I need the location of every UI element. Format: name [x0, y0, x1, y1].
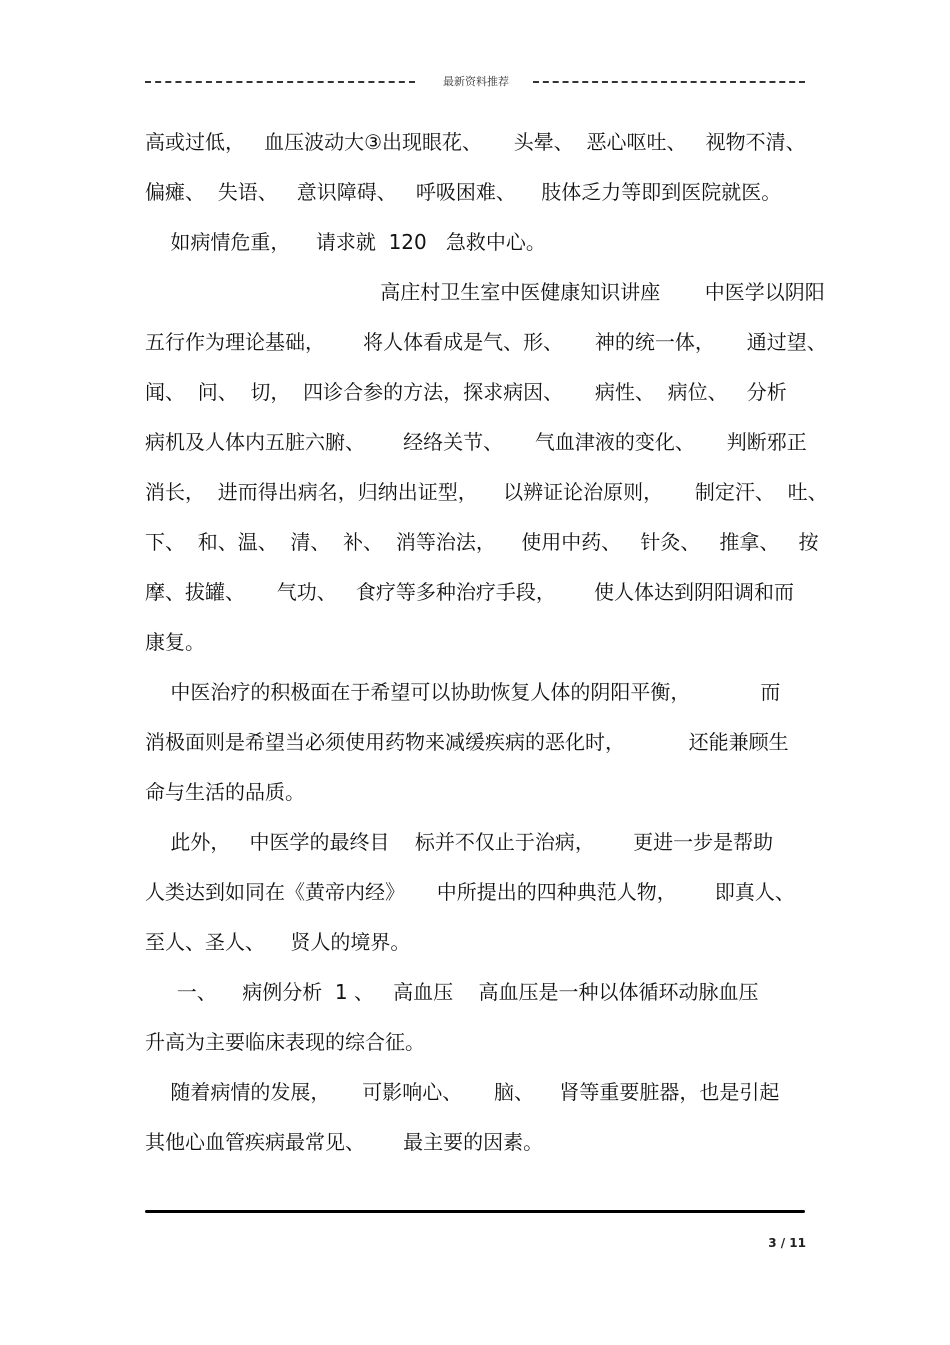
header-title: 最新资料推荐 [443, 75, 509, 88]
text-line: 一、 病例分析 1 、 高血压 高血压是一种以体循环动脉血压 [145, 980, 759, 1004]
header-dashed-rule-right [533, 81, 805, 83]
text-line: 其他心血管疾病最常见、 最主要的因素。 [145, 1130, 544, 1154]
text-line: 升高为主要临床表现的综合征。 [145, 1030, 425, 1054]
text-line: 偏瘫、 失语、 意识障碍、 呼吸困难、 肢体乏力等即到医院就医。 [145, 180, 782, 204]
text-line: 随着病情的发展， 可影响心、 脑、 肾等重要脏器，也是引起 [145, 1080, 780, 1104]
text-line: 高庄村卫生室中医健康知识讲座 中医学以阴阳 [145, 280, 825, 304]
text-line: 消长， 进而得出病名，归纳出证型， 以辨证论治原则， 制定汗、 吐、 [145, 480, 828, 504]
text-line: 命与生活的品质。 [145, 780, 305, 804]
document-body [145, 117, 828, 1167]
text-line: 康复。 [145, 630, 205, 654]
footer-rule [145, 1210, 805, 1213]
text-line: 五行作为理论基础， 将人体看成是气、形、 神的统一体， 通过望、 [145, 330, 827, 354]
text-line: 病机及人体内五脏六腑、 经络关节、 气血津液的变化、 判断邪正 [145, 430, 807, 454]
text-line: 人类达到如同在《黄帝内经》 中所提出的四种典范人物， 即真人、 [145, 880, 795, 904]
text-line: 如病情危重， 请求就 120 急救中心。 [145, 230, 546, 254]
text-line: 闻、 问、 切， 四诊合参的方法，探求病因、 病性、 病位、 分析 [145, 380, 787, 404]
text-line: 至人、圣人、 贤人的境界。 [145, 930, 411, 954]
page-header [145, 72, 805, 92]
text-line: 下、 和、温、 清、 补、 消等治法， 使用中药、 针灸、 推拿、 按 [145, 530, 819, 554]
text-line: 消极面则是希望当必须使用药物来减缓疾病的恶化时， 还能兼顾生 [145, 730, 789, 754]
text-line: 摩、拔罐、 气功、 食疗等多种治疗手段， 使人体达到阴阳调和而 [145, 580, 795, 604]
text-line: 中医治疗的积极面在于希望可以协助恢复人体的阴阳平衡， 而 [145, 680, 781, 704]
page-number: 3 / 11 [768, 1236, 806, 1250]
text-line: 此外， 中医学的最终目 标并不仅止于治病， 更进一步是帮助 [145, 830, 774, 854]
text-line: 高或过低， 血压波动大③出现眼花、 头晕、 恶心呕吐、 视物不清、 [145, 130, 806, 154]
header-dashed-rule-left [145, 81, 415, 83]
